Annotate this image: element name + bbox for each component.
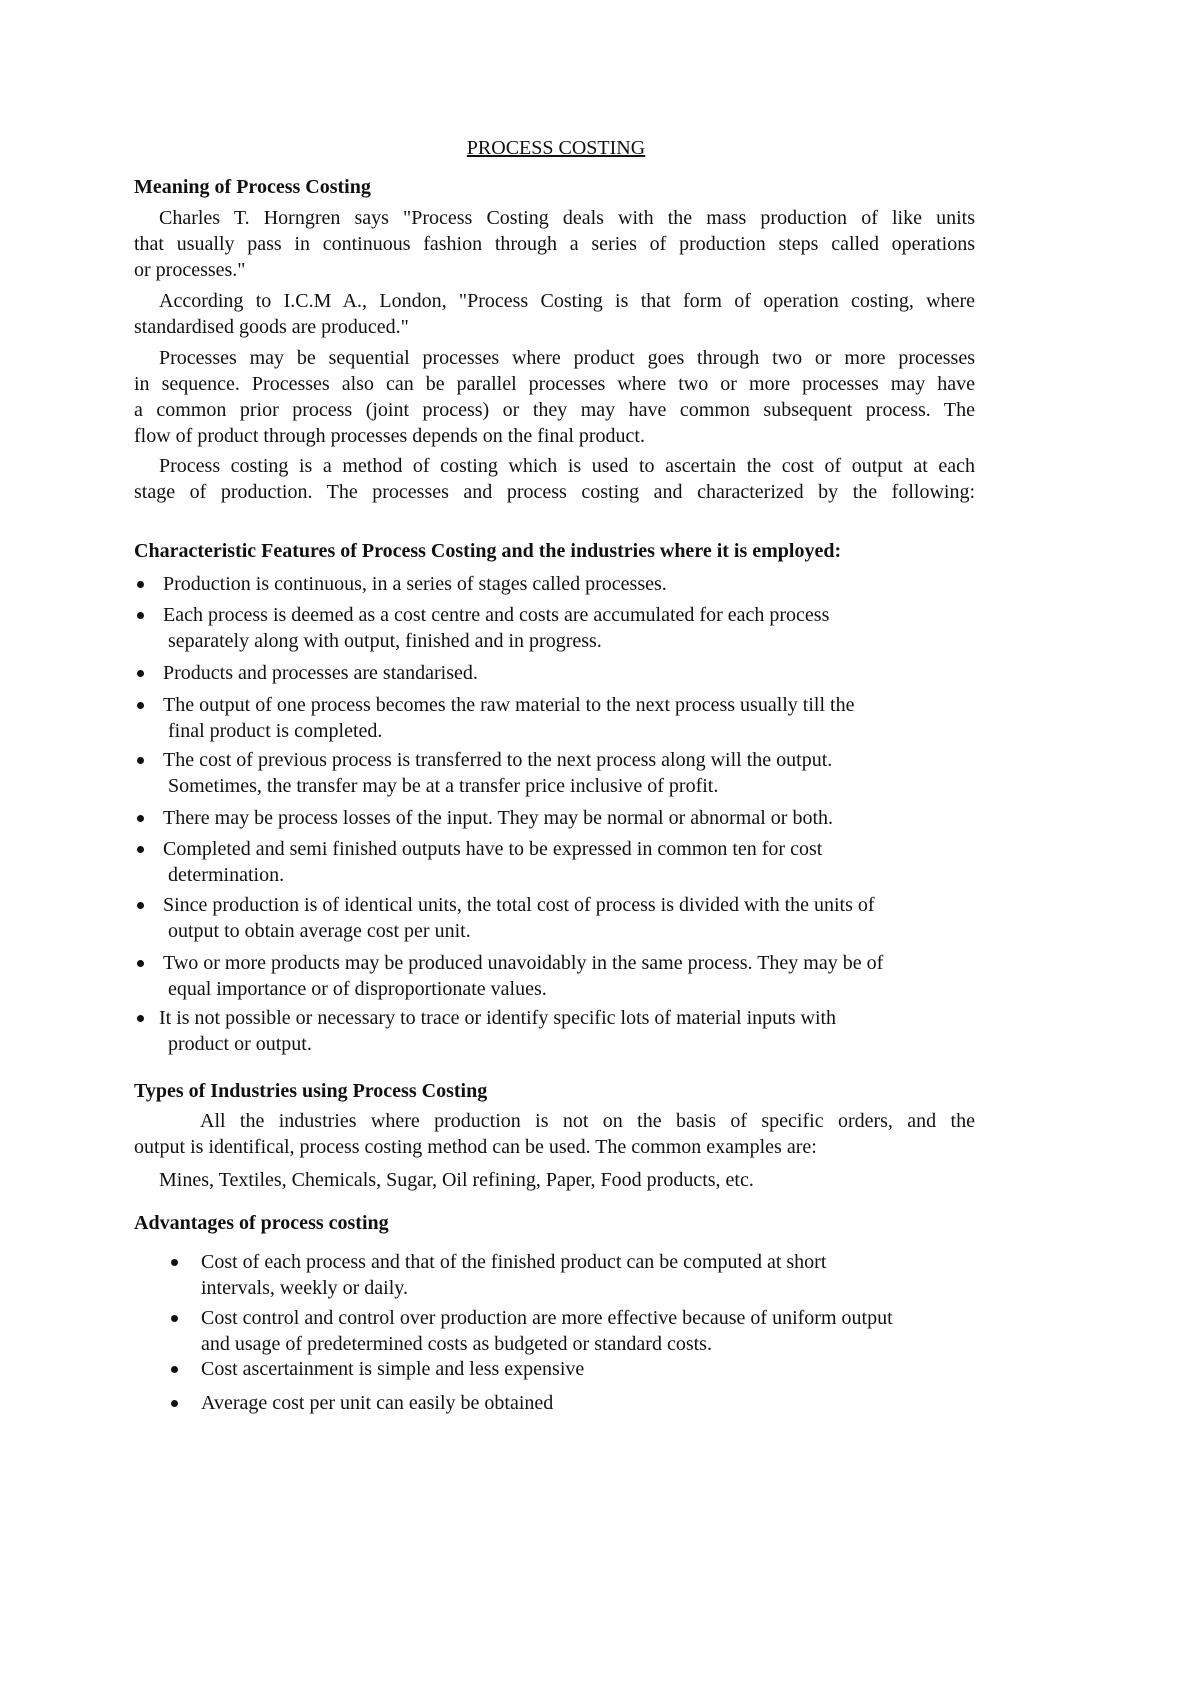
paragraph-line: Processes may be sequential processes where product goes through two or more processes	[159, 347, 975, 369]
paragraph-line: Charles T. Horngren says "Process Costing deals with the mass production of like units	[159, 207, 975, 229]
bullet-text-line: It is not possible or necessary to trace or identify specific lots of material inputs with	[159, 1007, 837, 1029]
bullet-icon	[137, 960, 144, 967]
bullet-text-line: Cost of each process and that of the finished product can be computed at short	[201, 1251, 827, 1273]
section-heading-types: Types of Industries using Process Costing	[134, 1080, 488, 1102]
paragraph-line: or processes."	[134, 259, 246, 281]
bullet-icon	[137, 815, 144, 822]
bullet-icon	[137, 612, 144, 619]
bullet-text-line: final product is completed.	[168, 720, 383, 742]
bullet-text-line: product or output.	[168, 1033, 312, 1055]
industry-examples: Mines, Textiles, Chemicals, Sugar, Oil refining, Paper, Food products, etc.	[159, 1169, 754, 1191]
paragraph-line: According to I.C.M A., London, "Process Costing is that form of operation costing, where	[159, 290, 975, 312]
paragraph-line: standardised goods are produced."	[134, 316, 409, 338]
section-heading-features: Characteristic Features of Process Costing and the industries where it is employed:	[134, 540, 842, 562]
paragraph-line: All the industries where production is not on the basis of specific orders, and the	[200, 1110, 975, 1132]
bullet-text-line: Average cost per unit can easily be obtained	[201, 1392, 554, 1414]
page-title: PROCESS COSTING	[466, 137, 646, 159]
paragraph-line: a common prior process (joint process) or they may have common subsequent process. The	[134, 399, 975, 421]
section-heading-meaning: Meaning of Process Costing	[134, 176, 371, 198]
bullet-icon	[171, 1400, 178, 1407]
bullet-icon	[137, 670, 144, 677]
bullet-text-line: Sometimes, the transfer may be at a transfer price inclusive of profit.	[168, 775, 719, 797]
bullet-icon	[137, 702, 144, 709]
paragraph-line: stage of production. The processes and process costing and characterized by the following:	[134, 481, 975, 503]
bullet-text-line: Cost control and control over production are more effective because of uniform output	[201, 1307, 893, 1329]
bullet-text-line: equal importance or of disproportionate values.	[168, 978, 547, 1000]
bullet-icon	[137, 1015, 144, 1022]
bullet-text-line: There may be process losses of the input. They may be normal or abnormal or both.	[163, 807, 834, 829]
paragraph-line: flow of product through processes depends on the final product.	[134, 425, 645, 447]
bullet-text-line: output to obtain average cost per unit.	[168, 920, 471, 942]
bullet-text-line: Each process is deemed as a cost centre and costs are accumulated for each process	[163, 604, 830, 626]
bullet-text-line: and usage of predetermined costs as budgeted or standard costs.	[201, 1333, 712, 1355]
bullet-icon	[171, 1259, 178, 1266]
paragraph-line: Process costing is a method of costing which is used to ascertain the cost of output at each	[159, 455, 975, 477]
section-heading-advantages: Advantages of process costing	[134, 1212, 389, 1234]
bullet-icon	[137, 902, 144, 909]
bullet-text-line: The cost of previous process is transferred to the next process along will the output.	[163, 749, 833, 771]
bullet-icon	[171, 1366, 178, 1373]
paragraph-line: output is identifical, process costing method can be used. The common examples are:	[134, 1136, 817, 1158]
bullet-icon	[137, 846, 144, 853]
bullet-text-line: Products and processes are standarised.	[163, 662, 478, 684]
bullet-text-line: intervals, weekly or daily.	[201, 1277, 408, 1299]
bullet-text-line: Completed and semi finished outputs have to be expressed in common ten for cost	[163, 838, 823, 860]
bullet-text-line: Cost ascertainment is simple and less expensive	[201, 1358, 585, 1380]
bullet-text-line: Two or more products may be produced unavoidably in the same process. They may be of	[163, 952, 884, 974]
bullet-icon	[137, 581, 144, 588]
bullet-text-line: Production is continuous, in a series of stages called processes.	[163, 573, 667, 595]
bullet-text-line: The output of one process becomes the raw material to the next process usually till the	[163, 694, 855, 716]
paragraph-line: in sequence. Processes also can be parallel processes where two or more processes may have	[134, 373, 975, 395]
bullet-text-line: separately along with output, finished and in progress.	[168, 630, 602, 652]
bullet-text-line: determination.	[168, 864, 285, 886]
bullet-text-line: Since production is of identical units, the total cost of process is divided with the units of	[163, 894, 875, 916]
bullet-icon	[171, 1315, 178, 1322]
bullet-icon	[137, 757, 144, 764]
paragraph-line: that usually pass in continuous fashion through a series of production steps called operations	[134, 233, 975, 255]
